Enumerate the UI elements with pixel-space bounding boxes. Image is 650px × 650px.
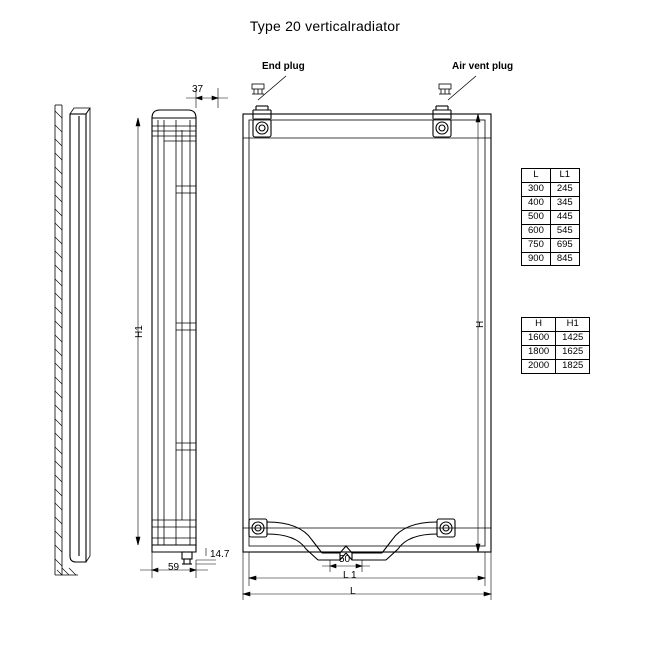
dimension-label-50: 50: [339, 554, 351, 565]
table-cell: 300: [522, 182, 551, 196]
dimension-label-H1: H1: [134, 325, 145, 338]
table-cell: 695: [550, 238, 579, 252]
table-row: [522, 196, 580, 210]
table-cell: 1425: [556, 331, 590, 345]
length-table: [521, 168, 580, 266]
dimension-label-37: 37: [192, 84, 204, 95]
dimension-label-L1: L 1: [343, 570, 357, 581]
front-view-outline: [243, 114, 491, 552]
dimension-label-L: L: [350, 586, 356, 597]
dimension-label-14-7: 14.7: [210, 549, 230, 560]
table-cell: 545: [550, 224, 579, 238]
table-cell: 2000: [522, 359, 556, 373]
section-bottom-connection: [182, 552, 192, 564]
table-cell: 845: [550, 252, 579, 266]
table-cell: 245: [550, 182, 579, 196]
table-cell: 1800: [522, 345, 556, 359]
side-view-outline: [70, 114, 86, 562]
table-row: [522, 359, 590, 373]
table-row: [522, 345, 590, 359]
table-cell: 400: [522, 196, 551, 210]
table-cell: 500: [522, 210, 551, 224]
front-view-top-plug-right: [433, 106, 451, 137]
table-row: [522, 224, 580, 238]
table-header-cell: H: [522, 318, 556, 332]
table-cell: 1825: [556, 359, 590, 373]
front-view-inner-frame: [243, 120, 491, 546]
dimension-L1: [249, 552, 485, 586]
section-view-outline: [152, 110, 196, 552]
front-view-top-plug-left: [253, 106, 271, 137]
height-table: [521, 317, 590, 374]
front-view-bottom-connection-right: [382, 519, 455, 560]
table-cell: 1600: [522, 331, 556, 345]
side-view-top-cap: [70, 108, 90, 562]
front-view-bottom-connection-left: [249, 519, 322, 560]
wall-hatch: [55, 105, 78, 575]
table-cell: 750: [522, 238, 551, 252]
table-header-cell: L1: [550, 169, 579, 183]
table-cell: 345: [550, 196, 579, 210]
table-header-row: [522, 169, 580, 183]
callout-leader-end-plug: [252, 76, 286, 100]
label-end-plug: End plug: [262, 61, 305, 72]
dimension-label-H: H: [475, 320, 486, 328]
wall-hatch-lines: [55, 111, 76, 575]
table-row: [522, 182, 580, 196]
table-cell: 445: [550, 210, 579, 224]
dimension-label-59: 59: [168, 562, 180, 573]
table-cell: 600: [522, 224, 551, 238]
table-header-cell: L: [522, 169, 551, 183]
dimension-H: [476, 114, 480, 552]
table-row: [522, 331, 590, 345]
section-view-internal: [152, 120, 196, 545]
table-row: [522, 238, 580, 252]
dimension-L: [243, 552, 491, 600]
table-row: [522, 210, 580, 224]
table-cell: 900: [522, 252, 551, 266]
label-air-vent-plug: Air vent plug: [452, 61, 514, 72]
table-cell: 1625: [556, 345, 590, 359]
callout-leader-air-vent-plug: [439, 76, 476, 100]
table-header-row: [522, 318, 590, 332]
front-view-center-tee: [318, 546, 386, 560]
page-title: Type 20 verticalradiator: [249, 18, 401, 34]
table-header-cell: H1: [556, 318, 590, 332]
table-row: [522, 252, 580, 266]
